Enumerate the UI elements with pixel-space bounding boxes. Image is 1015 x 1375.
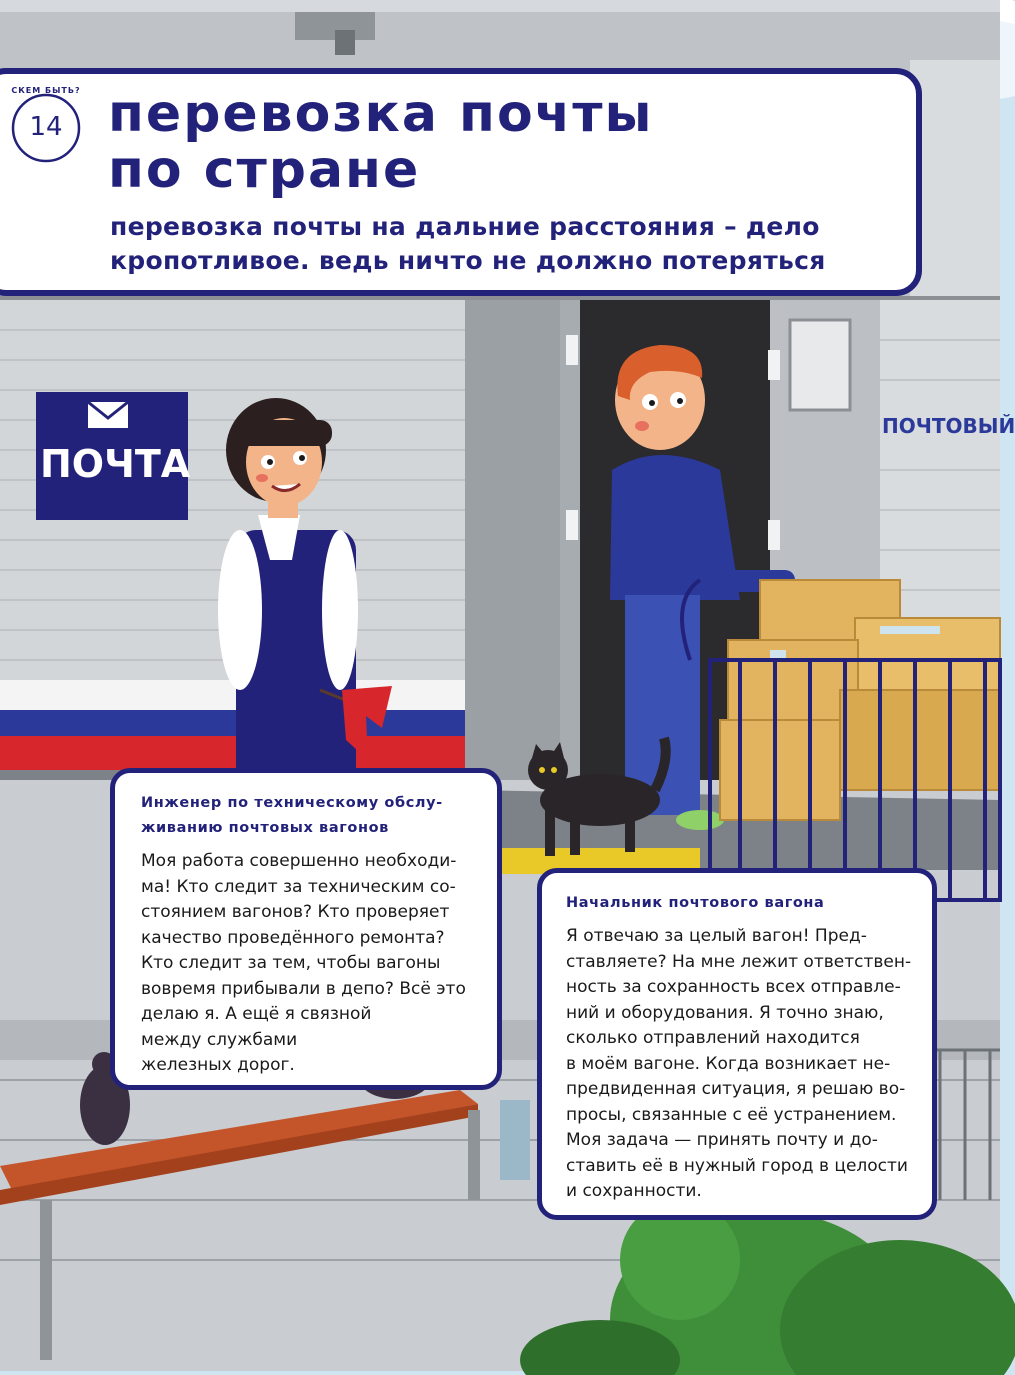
chief-text-line: предвиденная ситуация, я решаю во- (566, 1079, 906, 1099)
chief-heading-line: Начальник почтового вагона (566, 895, 825, 911)
chief-text-line: и сохранности. (566, 1181, 702, 1201)
chief-text-line: просы, связанные с её устранением. (566, 1104, 897, 1125)
engineer-text (141, 849, 466, 1079)
chief-text-line: ность за сохранность всех отправле- (566, 977, 901, 997)
subtitle-line-2: кропотливое. ведь ничто не должно потеряться (110, 246, 826, 275)
chief-text-line: ний и оборудования. Я точно знаю, (566, 1002, 884, 1023)
engineer-text-line: вовремя прибывали в депо? Всё это (141, 978, 466, 999)
chief-text-line: Моя задача — принять почту и до- (566, 1130, 878, 1150)
chief-text-line: в моём вагоне. Когда возникает не- (566, 1053, 891, 1074)
engineer-text-line: делаю я. А ещё я связной (141, 1004, 372, 1024)
chief-text-line: ставляете? На мне лежит ответствен- (566, 951, 912, 972)
chief-card (537, 868, 937, 1220)
chief-text-line: ставить её в нужный город в целости (566, 1155, 908, 1176)
engineer-text-line: стоянием вагонов? Кто проверяет (141, 902, 450, 922)
subtitle-line-1: перевозка почты на дальние расстояния – дело (110, 212, 820, 241)
wagon-label: ПОЧТОВЫЙ (882, 414, 1015, 438)
chief-text (566, 924, 911, 1205)
title-line-2: по стране (108, 140, 421, 200)
page-title (108, 86, 908, 198)
engineer-text-line: железных дорог. (141, 1055, 295, 1075)
engineer-text-line: качество проведённого ремонта? (141, 927, 445, 948)
engineer-text-line: Моя работа совершенно необходи- (141, 851, 457, 871)
engineer-heading-line-2: живанию почтовых вагонов (141, 820, 389, 836)
chief-text-line: Я отвечаю за целый вагон! Пред- (566, 926, 867, 946)
page-badge-text: СКЕМ БЫТЬ? (11, 86, 81, 95)
page-number: 14 (29, 112, 63, 142)
wagon-door-panel (465, 300, 570, 800)
engineer-heading-line-1: Инженер по техническому обслу- (141, 795, 443, 811)
engineer-text-line: между службами (141, 1029, 298, 1050)
engineer-text-line: ма! Кто следит за техническим со- (141, 876, 456, 897)
title-line-1: перевозка почты (108, 84, 654, 144)
engineer-text-line: Кто следит за тем, чтобы вагоны (141, 953, 441, 973)
post-sign-label: ПОЧТА (40, 442, 191, 486)
chief-text-line: сколько отправлений находится (566, 1028, 860, 1048)
engineer-card (110, 768, 502, 1090)
page-subtitle (110, 210, 900, 278)
engineer-heading (141, 791, 466, 841)
chief-heading (566, 891, 911, 916)
